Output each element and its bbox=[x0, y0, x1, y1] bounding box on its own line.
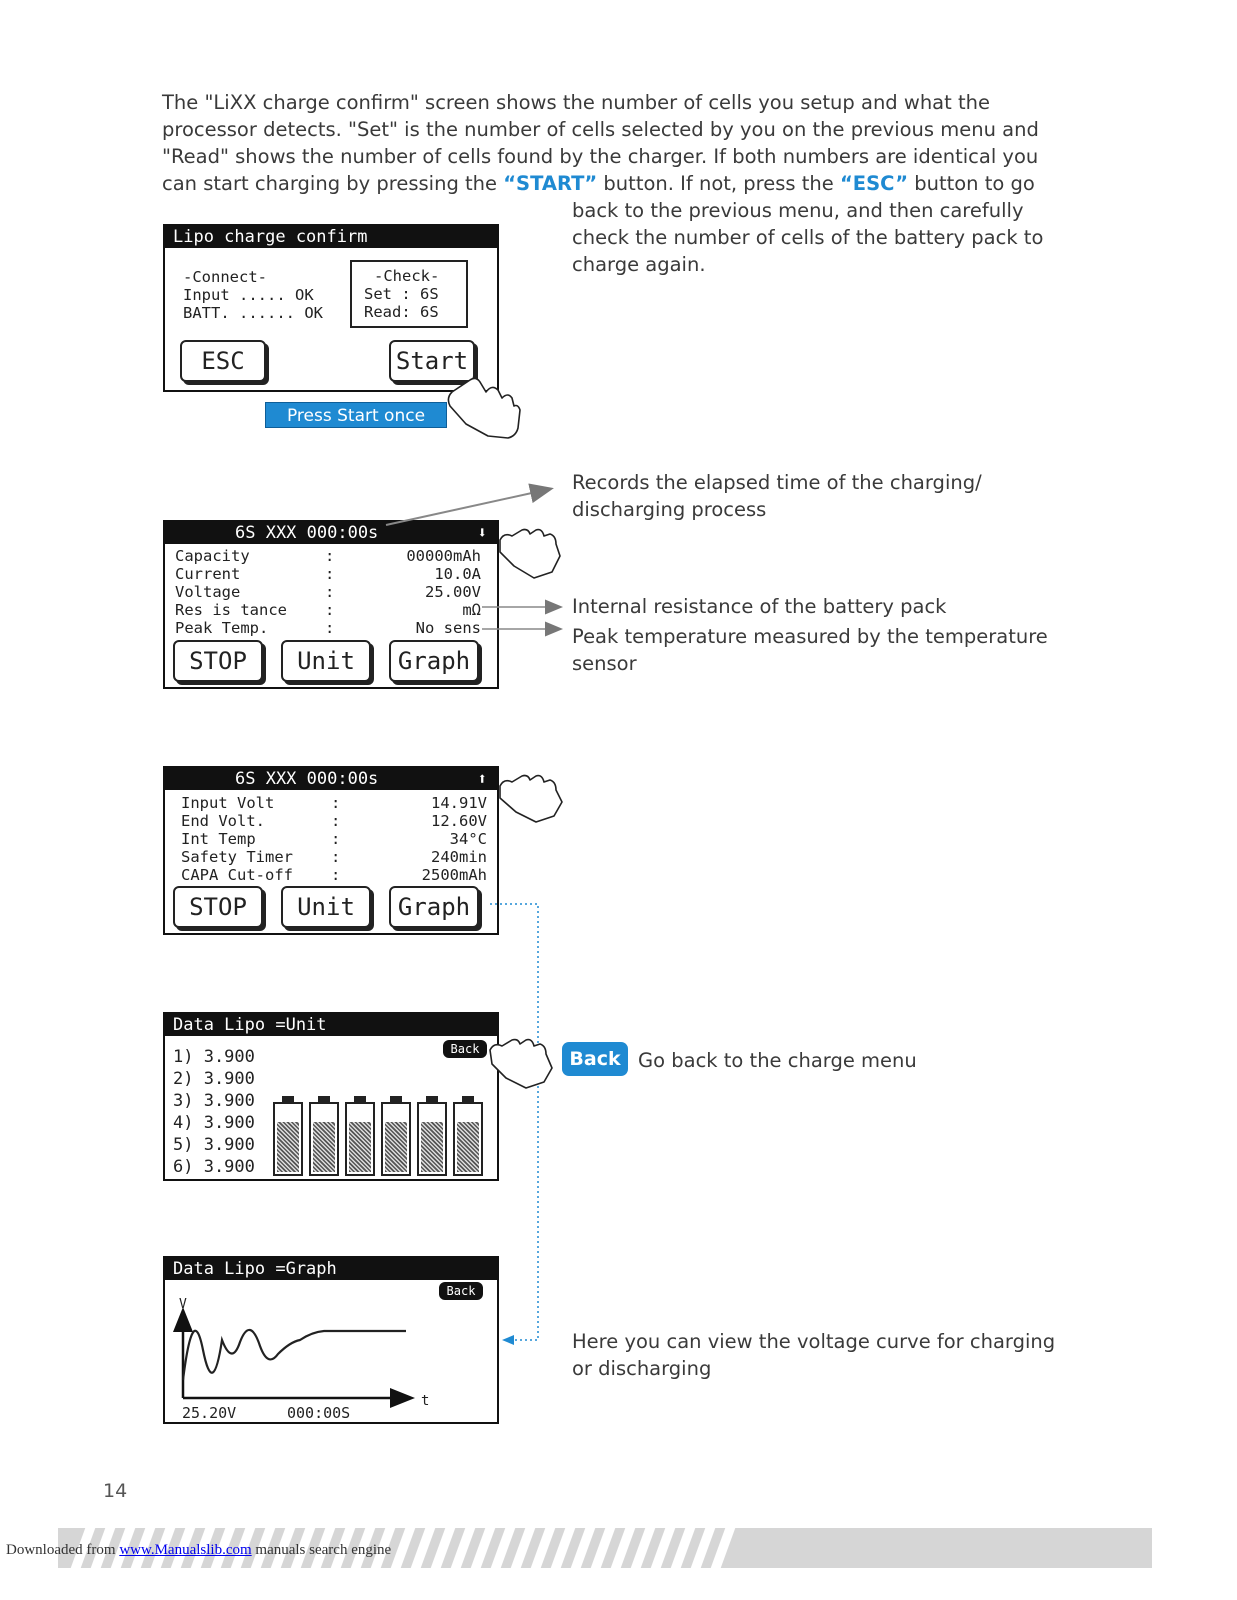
intro-line-1: The "LiXX charge confirm" screen shows the number of cells you setup and what the bbox=[162, 91, 990, 114]
reading-label: Capacity bbox=[175, 547, 250, 565]
pointing-hand-icon bbox=[448, 378, 520, 438]
pointing-hand-icon bbox=[500, 530, 560, 579]
peak-temp-note-line-2: sensor bbox=[572, 652, 637, 675]
reading-label: Res is tance bbox=[175, 601, 287, 619]
info-label: CAPA Cut-off bbox=[181, 866, 293, 884]
intro-line-4-mid: button. If not, press the bbox=[597, 172, 840, 195]
stop-button[interactable]: STOP bbox=[173, 640, 263, 682]
back-badge: Back bbox=[562, 1042, 628, 1076]
reading-row: Res is tance : mΩ bbox=[175, 601, 481, 619]
intro-line-4-pre: can start charging by pressing the bbox=[162, 172, 504, 195]
page-number: 14 bbox=[103, 1480, 128, 1502]
set-cells: Set : 6S bbox=[364, 285, 439, 303]
intro-line-7: charge again. bbox=[572, 253, 706, 276]
read-cells: Read: 6S bbox=[364, 303, 439, 321]
info-row: Input Volt : 14.91V bbox=[181, 794, 487, 812]
reading-label: Current bbox=[175, 565, 241, 583]
unit-screen-title: Data Lipo =Unit bbox=[165, 1014, 497, 1036]
voltage-curve bbox=[183, 1330, 406, 1380]
elapsed-time-arrow bbox=[386, 489, 550, 525]
back-button[interactable]: Back bbox=[439, 1282, 483, 1300]
cell-voltage: 2) 3.900 bbox=[173, 1069, 255, 1089]
reading-label: Voltage bbox=[175, 583, 241, 601]
stop-button[interactable]: STOP bbox=[173, 886, 263, 928]
voltage-readout: 25.20V bbox=[182, 1404, 237, 1422]
reading-value: mΩ bbox=[462, 601, 481, 619]
manualslib-link[interactable]: www.Manualslib.com bbox=[119, 1542, 252, 1558]
batt-status: BATT. ...... OK bbox=[183, 304, 323, 322]
intro-line-4-post: button to go bbox=[908, 172, 1035, 195]
info-value: 12.60V bbox=[431, 812, 487, 830]
start-keyword: “START” bbox=[503, 172, 598, 195]
pointing-hand-icon bbox=[500, 776, 562, 823]
reading-row: Capacity : 00000mAh bbox=[175, 547, 481, 565]
x-axis-label: t bbox=[421, 1393, 430, 1409]
info-label: Int Temp bbox=[181, 830, 256, 848]
cell-voltage: 5) 3.900 bbox=[173, 1135, 255, 1155]
info-row: CAPA Cut-off : 2500mAh bbox=[181, 866, 487, 884]
download-footer bbox=[6, 1542, 391, 1559]
intro-line-6: check the number of cells of the battery pack to bbox=[572, 226, 1044, 249]
y-axis-label: V bbox=[179, 1297, 187, 1312]
elapsed-note-line-1: Records the elapsed time of the charging/ bbox=[572, 471, 982, 494]
info-row: Safety Timer : 240min bbox=[181, 848, 487, 866]
info-value: 14.91V bbox=[431, 794, 487, 812]
input-status: Input ..... OK bbox=[183, 286, 314, 304]
check-header: -Check- bbox=[374, 267, 440, 285]
reading-row: Current : 10.0A bbox=[175, 565, 481, 583]
info-header-text: 6S XXX 000:00s bbox=[235, 769, 379, 789]
reading-value: No sens bbox=[415, 619, 481, 637]
graph-note-line-1: Here you can view the voltage curve for charging bbox=[572, 1330, 1056, 1353]
start-button[interactable]: Start bbox=[389, 340, 475, 382]
peak-temp-note-line-1: Peak temperature measured by the temperature bbox=[572, 625, 1048, 648]
resistance-note: Internal resistance of the battery pack bbox=[572, 595, 947, 618]
reading-value: 00000mAh bbox=[406, 547, 481, 565]
graph-button[interactable]: Graph bbox=[389, 640, 479, 682]
cell-voltage: 4) 3.900 bbox=[173, 1113, 255, 1133]
reading-row: Voltage : 25.00V bbox=[175, 583, 481, 601]
charging-header-text: 6S XXX 000:00s bbox=[235, 523, 379, 543]
footer-prefix: Downloaded from bbox=[6, 1542, 120, 1558]
connect-header: -Connect- bbox=[183, 268, 267, 286]
arrow-down-icon: ⬇ bbox=[477, 523, 487, 542]
info-value: 34°C bbox=[449, 830, 487, 848]
reading-value: 25.00V bbox=[425, 583, 481, 601]
graph-button[interactable]: Graph bbox=[389, 886, 479, 928]
info-row: End Volt. : 12.60V bbox=[181, 812, 487, 830]
intro-line-2: processor detects. "Set" is the number of cells selected by you on the previous menu and bbox=[162, 118, 1039, 141]
info-label: End Volt. bbox=[181, 812, 265, 830]
pointing-hand-icon bbox=[490, 1040, 552, 1089]
press-start-once-label: Press Start once bbox=[265, 402, 447, 428]
back-note: Go back to the charge menu bbox=[638, 1049, 917, 1072]
reading-row: Peak Temp. : No sens bbox=[175, 619, 481, 637]
intro-line-5: back to the previous menu, and then carefully bbox=[572, 199, 1024, 222]
time-readout: 000:00S bbox=[287, 1404, 351, 1422]
back-button[interactable]: Back bbox=[443, 1040, 487, 1058]
esc-keyword: “ESC” bbox=[839, 172, 909, 195]
arrow-up-icon: ⬆ bbox=[477, 769, 487, 788]
graph-connector-arrowhead bbox=[502, 1335, 514, 1345]
intro-line-3: "Read" shows the number of cells found by the charger. If both numbers are identical you bbox=[162, 145, 1039, 168]
footer-suffix: manuals search engine bbox=[251, 1542, 392, 1558]
graph-connector-line bbox=[490, 904, 538, 1340]
reading-value: 10.0A bbox=[434, 565, 481, 583]
info-label: Input Volt bbox=[181, 794, 275, 812]
graph-screen-title: Data Lipo =Graph bbox=[165, 1258, 497, 1280]
cell-voltage: 1) 3.900 bbox=[173, 1047, 255, 1067]
info-label: Safety Timer bbox=[181, 848, 293, 866]
cell-voltage: 3) 3.900 bbox=[173, 1091, 255, 1111]
info-value: 240min bbox=[431, 848, 487, 866]
cell-voltage: 6) 3.900 bbox=[173, 1157, 255, 1177]
graph-note-line-2: or discharging bbox=[572, 1357, 712, 1380]
info-row: Int Temp : 34°C bbox=[181, 830, 487, 848]
info-value: 2500mAh bbox=[421, 866, 487, 884]
confirm-screen-title: Lipo charge confirm bbox=[165, 226, 497, 248]
unit-button[interactable]: Unit bbox=[281, 886, 371, 928]
unit-button[interactable]: Unit bbox=[281, 640, 371, 682]
esc-button[interactable]: ESC bbox=[180, 340, 266, 382]
elapsed-note-line-2: discharging process bbox=[572, 498, 767, 521]
reading-label: Peak Temp. bbox=[175, 619, 269, 637]
